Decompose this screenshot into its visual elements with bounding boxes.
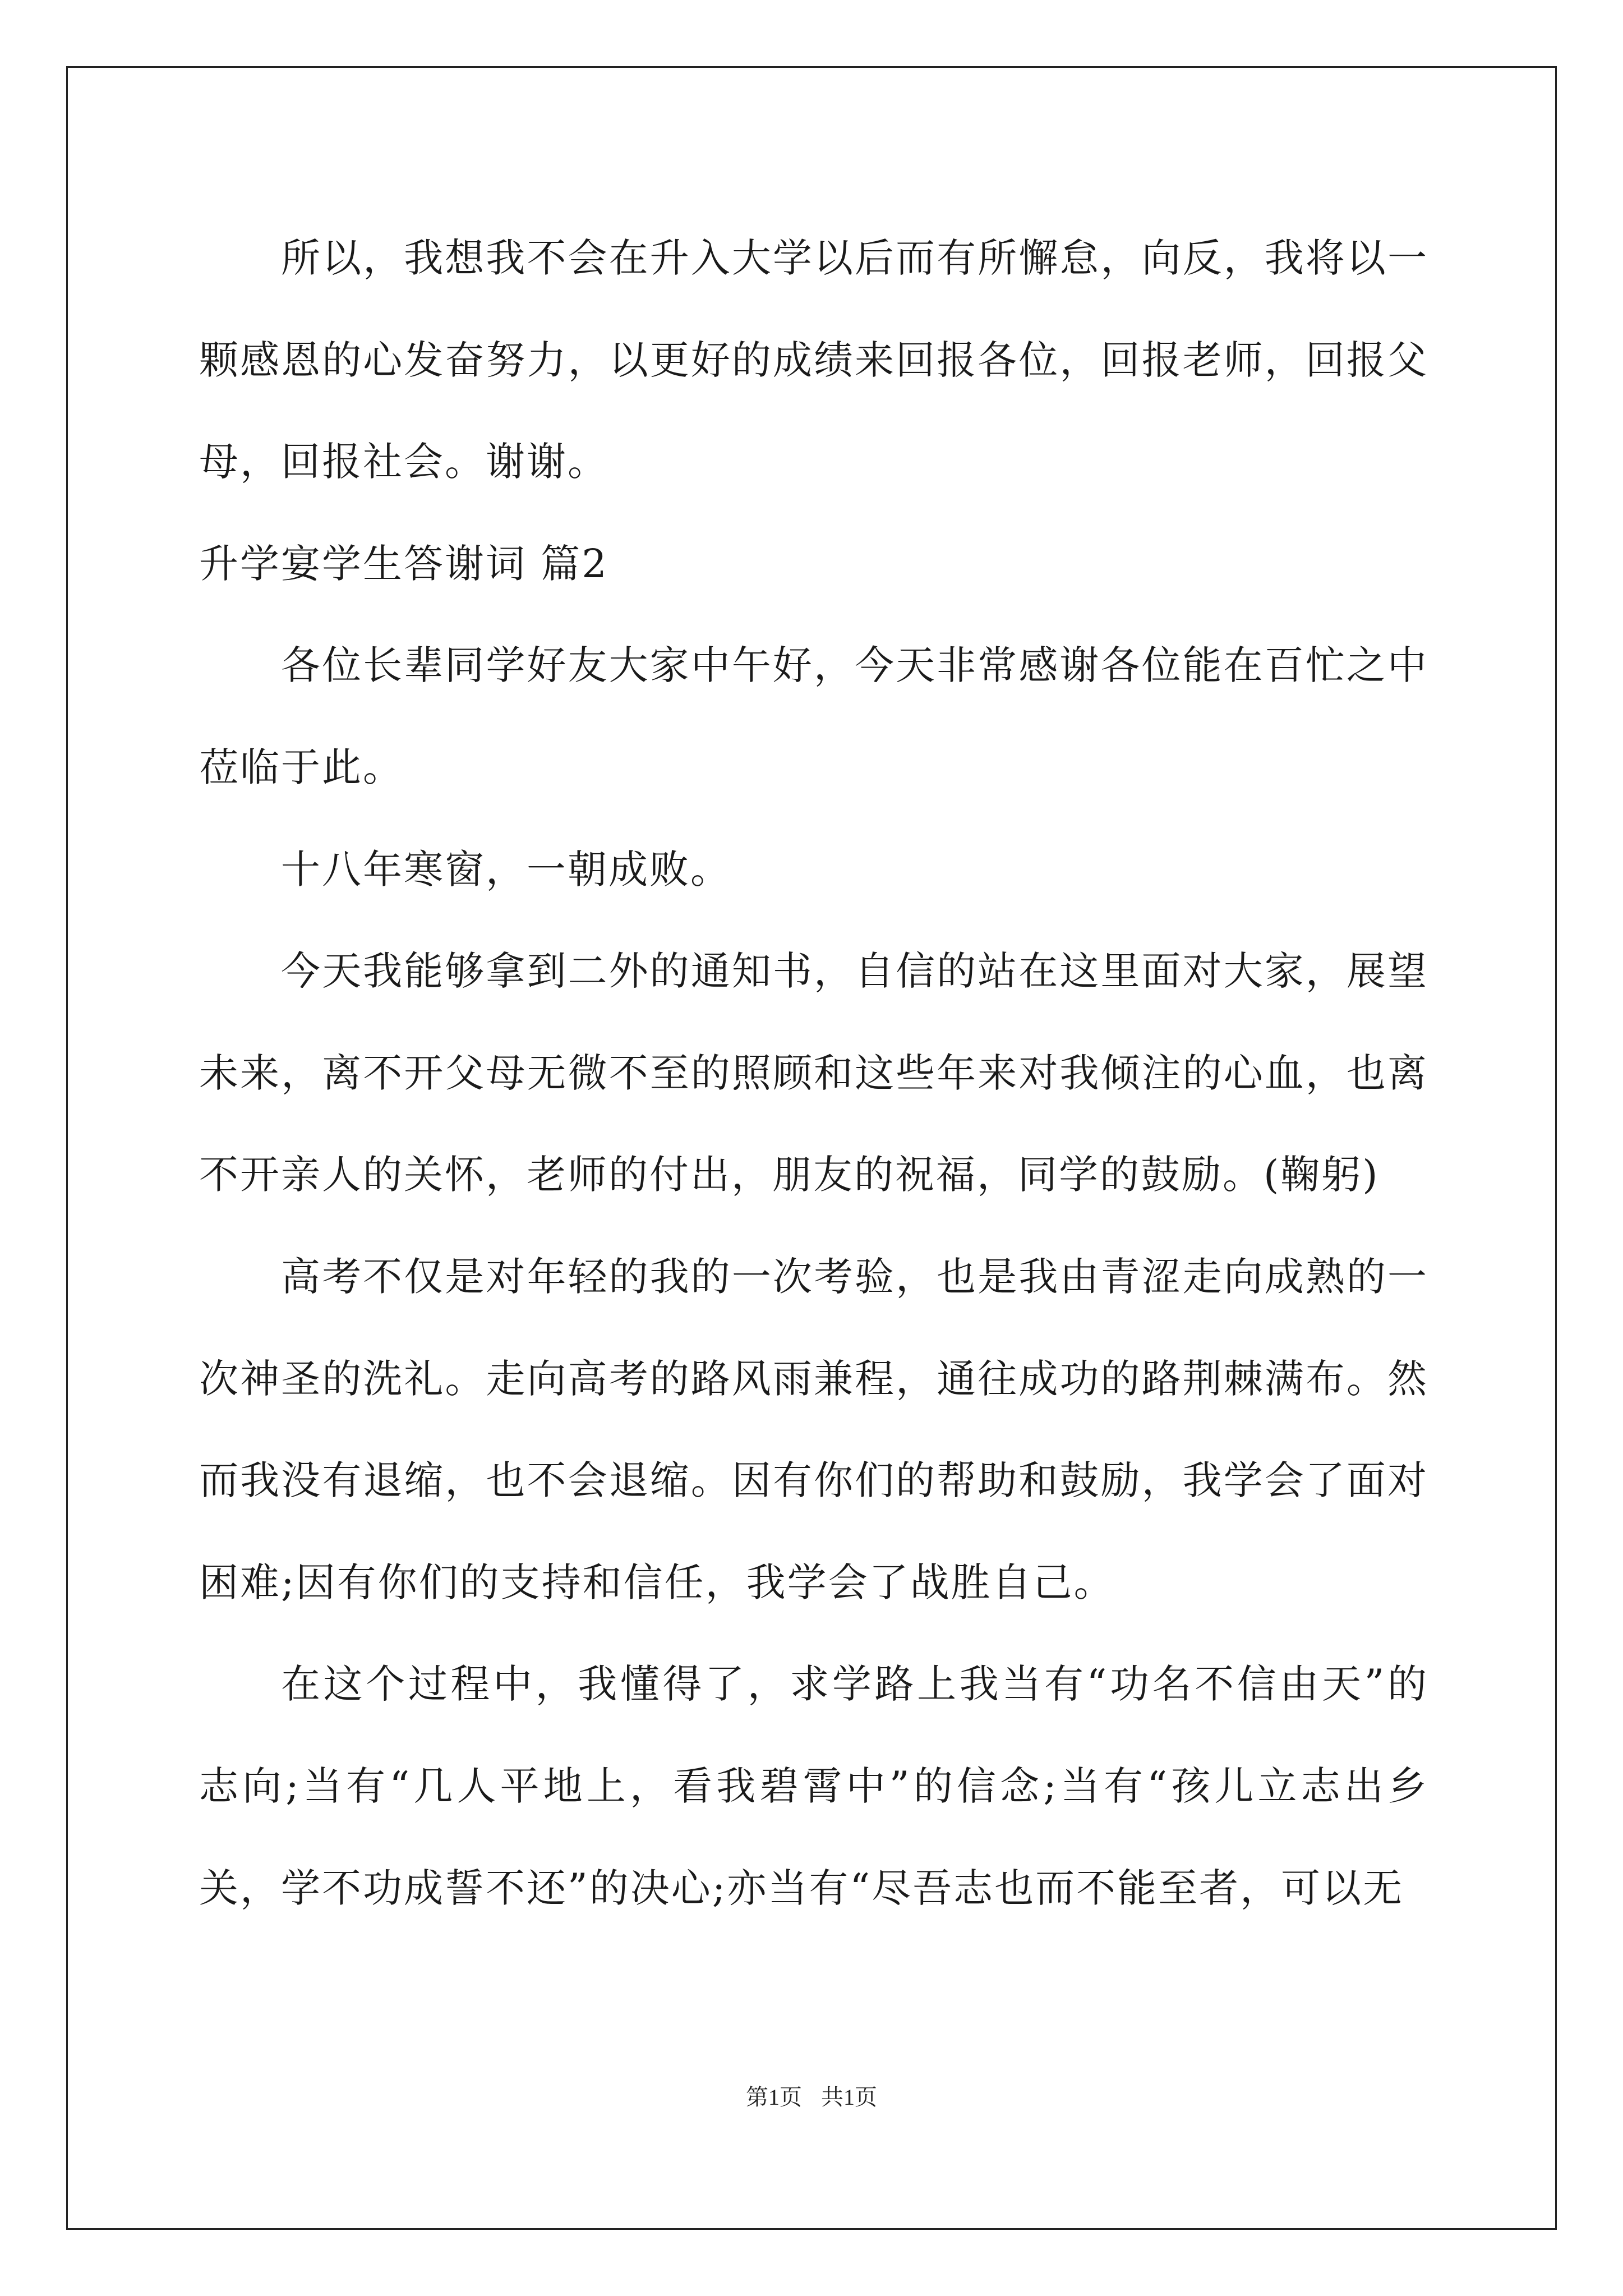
document-body xyxy=(199,208,1428,1939)
section-heading: 升学宴学生答谢词 篇2 xyxy=(199,540,608,587)
page-number-current: 第1页 xyxy=(746,2085,802,2110)
paragraph-4: 今天我能够拿到二外的通知书，自信的站在这里面对大家，展望未来，离不开父母无微不至的照顾和这些年来对我倾注的心血，也离不开亲人的关怀，老师的付出，朋友的祝福，同学的鼓励。(鞠躬) xyxy=(199,948,1428,1198)
paragraph-3: 十八年寒窗，一朝成败。 xyxy=(281,846,731,892)
page-footer xyxy=(0,2079,1623,2111)
paragraph-1: 所以，我想我不会在升入大学以后而有所懈怠，向反，我将以一颗感恩的心发奋努力，以更好的成绩来回报各位，回报老师，回报父母，回报社会。谢谢。 xyxy=(199,235,1428,485)
paragraph-6: 在这个过程中，我懂得了，求学路上我当有“功名不信由天”的志向;当有“几人平地上，看我碧霄中”的信念;当有“孩儿立志出乡关，学不功成誓不还”的决心;亦当有“尽吾志也而不能至者，可以无 xyxy=(199,1661,1428,1911)
page-number-total: 共1页 xyxy=(821,2085,877,2110)
paragraph-2: 各位长辈同学好友大家中午好，今天非常感谢各位能在百忙之中莅临于此。 xyxy=(199,642,1428,790)
paragraph-5: 高考不仅是对年轻的我的一次考验，也是我由青涩走向成熟的一次神圣的洗礼。走向高考的路风雨兼程，通往成功的路荆棘满布。然而我没有退缩，也不会退缩。因有你们的帮助和鼓励，我学会了面对困难;因有你们的支持和信任，我学会了战胜自己。 xyxy=(199,1253,1428,1605)
